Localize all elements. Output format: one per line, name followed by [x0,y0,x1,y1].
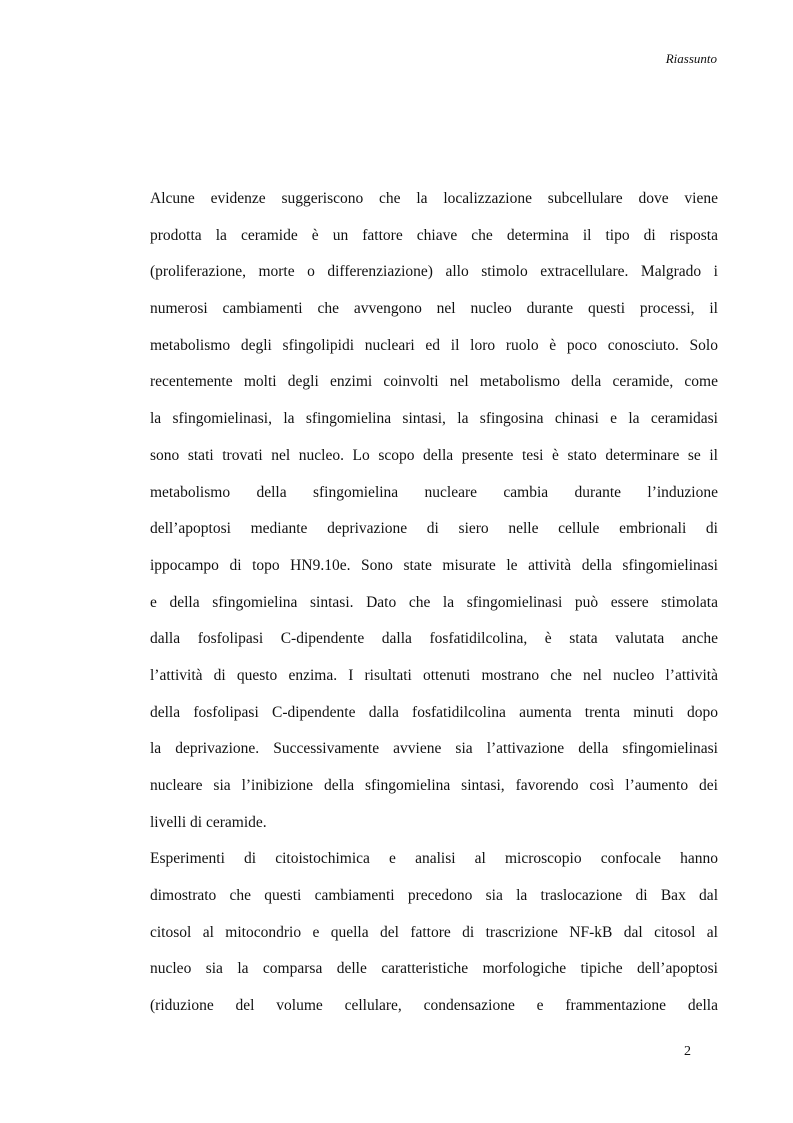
text-line: citosol al mitocondrio e quella del fattore di trascrizione NF-kB dal citosol al [150,923,718,941]
text-line: la deprivazione. Successivamente avviene sia l’attivazione della sfingomielinasi [150,740,718,758]
running-header: Riassunto [665,51,717,66]
text-line: nucleare sia l’inibizione della sfingomielina sintasi, favorendo così l’aumento dei [150,777,718,794]
text-line: della fosfolipasi C-dipendente dalla fosfatidilcolina aumenta trenta minuti dopo [150,703,718,721]
body-text [150,184,718,1028]
text-line: nucleo sia la comparsa delle caratteristiche morfologiche tipiche dell’apoptosi [150,960,718,978]
page-number: 2 [684,1044,691,1059]
text-line: la sfingomielinasi, la sfingomielina sintasi, la sfingosina chinasi e la ceramidasi [150,410,718,428]
text-line: e della sfingomielina sintasi. Dato che la sfingomielinasi può essere stimolata [150,593,718,611]
text-line: livelli di ceramide. [150,813,267,831]
text-line: metabolismo degli sfingolipidi nucleari ed il loro ruolo è poco conosciuto. Solo [150,336,718,354]
text-line: recentemente molti degli enzimi coinvolti nel metabolismo della ceramide, come [150,373,718,391]
text-line: dell’apoptosi mediante deprivazione di siero nelle cellule embrionali di [150,520,718,538]
text-line: dalla fosfolipasi C-dipendente dalla fosfatidilcolina, è stata valutata anche [150,630,718,648]
text-line: Alcune evidenze suggeriscono che la localizzazione subcellulare dove viene [150,190,718,207]
text-line: dimostrato che questi cambiamenti precedono sia la traslocazione di Bax dal [150,887,718,905]
text-line: numerosi cambiamenti che avvengono nel nucleo durante questi processi, il [150,300,718,318]
text-line: Esperimenti di citoistochimica e analisi al microscopio confocale hanno [150,850,718,868]
text-line: l’attività di questo enzima. I risultati ottenuti mostrano che nel nucleo l’attività [150,666,718,684]
text-line: prodotta la ceramide è un fattore chiave che determina il tipo di risposta [150,226,718,244]
text-line: (riduzione del volume cellulare, condensazione e frammentazione della [150,997,718,1015]
text-line: (proliferazione, morte o differenziazione) allo stimolo extracellulare. Malgrado i [150,263,718,281]
text-line: metabolismo della sfingomielina nucleare cambia durante l’induzione [150,483,718,501]
text-line: sono stati trovati nel nucleo. Lo scopo della presente tesi è stato determinare se il [150,446,718,464]
text-line: ippocampo di topo HN9.10e. Sono state misurate le attività della sfingomielinasi [150,556,718,574]
